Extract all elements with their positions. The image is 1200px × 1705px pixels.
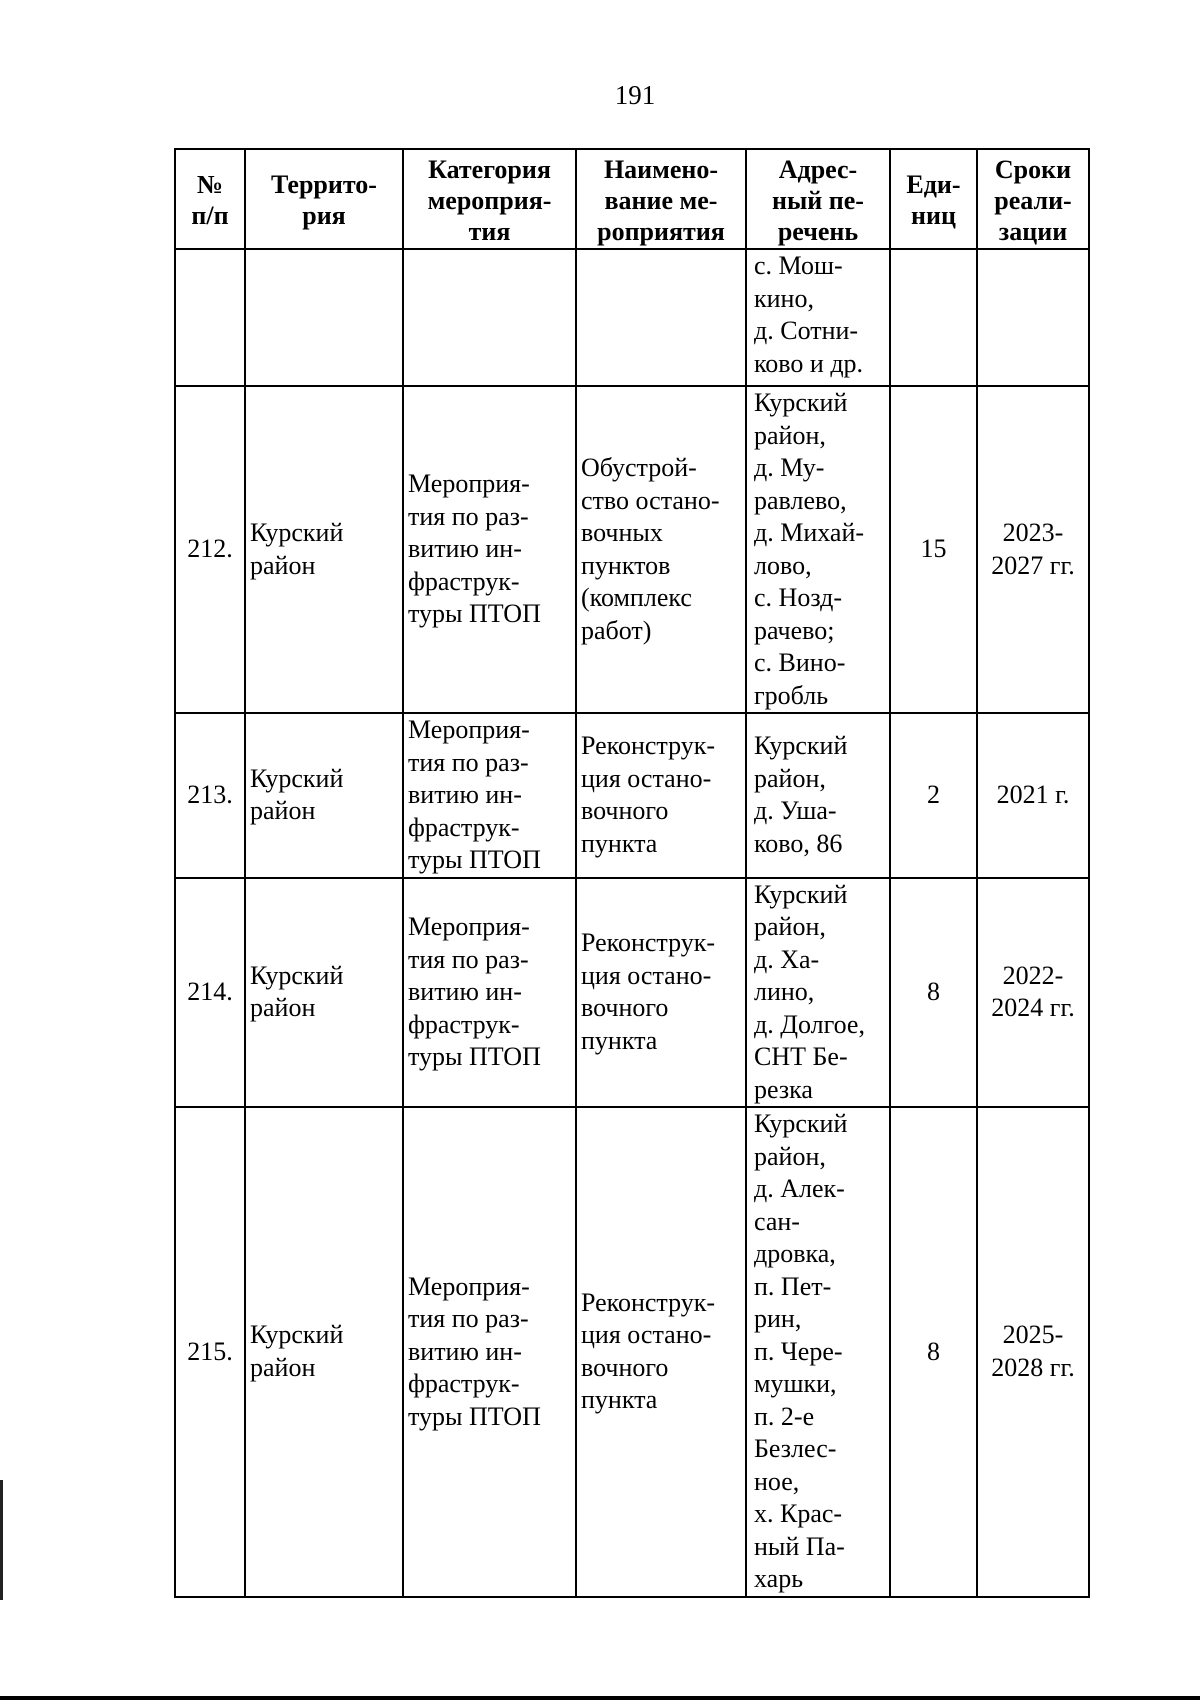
cell-category (403, 249, 576, 386)
cell-territory: Курский район (245, 878, 403, 1108)
cell-name: Реконструк- ция остано- вочного пункта (576, 1107, 746, 1597)
table-header-row (175, 149, 1089, 249)
header-territory: Террито- рия (245, 149, 403, 249)
cell-address: Курский район, д. Алек- сан- дровка, п. Пет- рин, п. Чере- мушки, п. 2-е Безлес- ное, х. Крас- ный Па- харь (746, 1107, 890, 1597)
cell-category: Мероприя- тия по раз- витию ин- фраструк- туры ПТОП (403, 878, 576, 1108)
cell-units: 15 (890, 386, 977, 713)
table-row (175, 249, 1089, 386)
cell-number: 212. (175, 386, 245, 713)
cell-number (175, 249, 245, 386)
cell-number: 213. (175, 713, 245, 878)
cell-units: 8 (890, 878, 977, 1108)
cell-units (890, 249, 977, 386)
cell-category: Мероприя- тия по раз- витию ин- фраструк- туры ПТОП (403, 1107, 576, 1597)
header-name: Наимено- вание ме- роприятия (576, 149, 746, 249)
header-number: № п/п (175, 149, 245, 249)
cell-period: 2022- 2024 гг. (977, 878, 1089, 1108)
cell-number: 215. (175, 1107, 245, 1597)
cell-category: Мероприя- тия по раз- витию ин- фраструк- туры ПТОП (403, 386, 576, 713)
table-row (175, 1107, 1089, 1597)
header-address: Адрес- ный пе- речень (746, 149, 890, 249)
page-number: 191 (614, 80, 656, 110)
cell-address: Курский район, д. Уша- ково, 86 (746, 713, 890, 878)
header-period: Сроки реали- зации (977, 149, 1089, 249)
cell-name: Реконструк- ция остано- вочного пункта (576, 713, 746, 878)
cell-address: Курский район, д. Му- равлево, д. Михай- лово, с. Нозд- рачево; с. Вино- гробль (746, 386, 890, 713)
table-row (175, 878, 1089, 1108)
cell-name: Обустрой- ство остано- вочных пунктов (комплекс работ) (576, 386, 746, 713)
header-category: Категория мероприя- тия (403, 149, 576, 249)
cell-territory (245, 249, 403, 386)
table-row (175, 386, 1089, 713)
cell-name (576, 249, 746, 386)
cell-address: с. Мош- кино, д. Сотни- ково и др. (746, 249, 890, 386)
cell-number: 214. (175, 878, 245, 1108)
cell-period: 2021 г. (977, 713, 1089, 878)
cell-period (977, 249, 1089, 386)
cell-category: Мероприя- тия по раз- витию ин- фраструк- туры ПТОП (403, 713, 576, 878)
measures-table (174, 148, 1090, 1598)
cell-period: 2023- 2027 гг. (977, 386, 1089, 713)
cell-period: 2025- 2028 гг. (977, 1107, 1089, 1597)
cell-units: 8 (890, 1107, 977, 1597)
cell-territory: Курский район (245, 386, 403, 713)
scan-bottom-edge (0, 1696, 1200, 1700)
table-row (175, 713, 1089, 878)
cell-units: 2 (890, 713, 977, 878)
cell-name: Реконструк- ция остано- вочного пункта (576, 878, 746, 1108)
scan-edge-mark (0, 1480, 3, 1600)
cell-territory: Курский район (245, 713, 403, 878)
header-units: Еди- ниц (890, 149, 977, 249)
cell-address: Курский район, д. Ха- лино, д. Долгое, СНТ Бе- резка (746, 878, 890, 1108)
cell-territory: Курский район (245, 1107, 403, 1597)
